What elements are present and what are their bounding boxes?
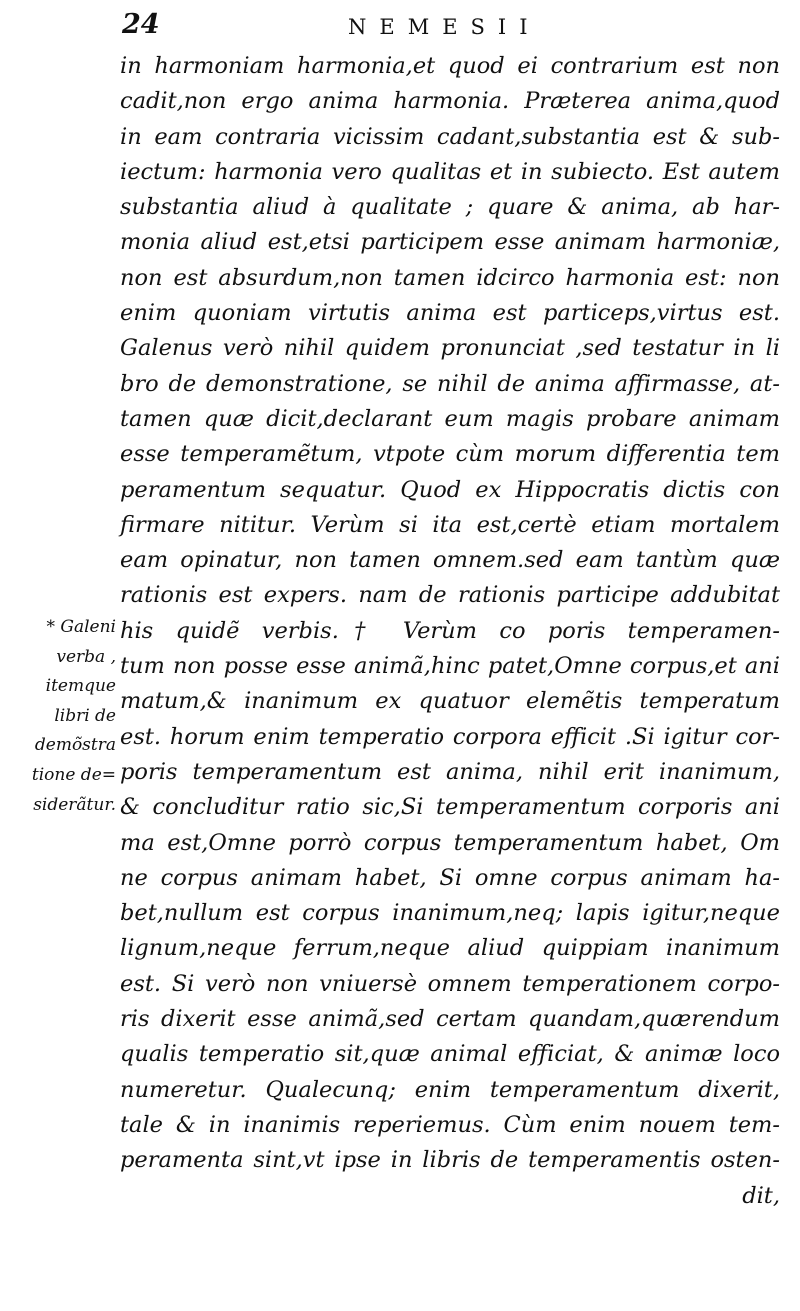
text-line: enim quoniam virtutis anima est particeps,virtus est. <box>120 300 780 327</box>
text-line: rationis est expers. nam de rationis participe addubitat <box>120 582 780 609</box>
body-text <box>120 49 780 1214</box>
running-head: NEMESII <box>348 15 541 39</box>
text-line: monia aliud est,etsi participem esse animam harmoniæ, <box>120 229 780 256</box>
text-line: non est absurdum,non tamen idcirco harmonia est: non <box>120 264 780 291</box>
text-line: esse temperamẽtum, vtpote cùm morum differentia tem <box>120 441 780 468</box>
marginal-note-line: tione de= <box>31 764 116 785</box>
text-line: peramentum sequatur. Quod ex Hippocratis dictis con <box>120 476 780 503</box>
text-line: tale & in inanimis reperiemus. Cùm enim nouem tem- <box>120 1111 780 1138</box>
text-line: est. horum enim temperatio corpora efficit .Si igitur cor- <box>120 723 780 750</box>
text-line: in harmoniam harmonia,et quod ei contrarium est non <box>120 53 780 79</box>
text-line: bro de demonstratione, se nihil de anima affirmasse, at- <box>120 370 780 397</box>
text-line: cadit,non ergo anima harmonia. Præterea anima,quod <box>120 88 780 115</box>
text-line: bet,nullum est corpus inanimum,neq; lapis igitur,neque <box>120 900 780 927</box>
text-line: tum non posse esse animã,hinc patet,Omne corpus,et ani <box>120 653 780 680</box>
text-line: & concluditur ratio sic,Si temperamentum corporis ani <box>120 794 780 821</box>
text-line: est. Si verò non vniuersè omnem temperationem corpo- <box>120 970 780 997</box>
text-line: ma est,Omne porrò corpus temperamentum habet, Om <box>120 829 780 856</box>
text-line: in eam contraria vicissim cadant,substantia est & sub- <box>120 123 780 150</box>
text-line: peramenta sint,vt ipse in libris de temperamentis osten- <box>120 1147 780 1174</box>
text-line: matum,& inanimum ex quatuor elemẽtis temperatum <box>120 688 780 715</box>
text-line: firmare nititur. Verùm si ita est,certè etiam mortalem <box>120 511 780 538</box>
text-line: poris temperamentum est anima, nihil erit inanimum, <box>120 758 780 785</box>
marginal-note-line: siderãtur. <box>33 794 116 815</box>
catchword: dit, <box>742 1182 780 1209</box>
marginal-note-line: libri de <box>54 705 116 726</box>
text-line: ne corpus animam habet, Si omne corpus animam ha- <box>120 864 780 891</box>
text-line: numeretur. Qualecunq; enim temperamentum dixerit, <box>120 1076 780 1103</box>
text-line: lignum,neque ferrum,neque aliud quippiam inanimum <box>120 935 780 962</box>
marginal-note-line: verba , <box>56 646 116 667</box>
text-line: his quidẽ verbis.† Verùm co poris temperamen- <box>120 617 780 644</box>
text-line: tamen quæ dicit,declarant eum magis probare animam <box>120 405 780 432</box>
text-line: Galenus verò nihil quidem pronunciat ,sed testatur in li <box>120 335 780 362</box>
marginal-note-line: itemque <box>45 676 116 697</box>
text-line: eam opinatur, non tamen omnem.sed eam tantùm quæ <box>120 547 780 574</box>
text-line: ris dixerit esse animã,sed certam quandam,quærendum <box>120 1006 780 1033</box>
text-line: substantia aliud à qualitate ; quare & anima, ab har- <box>120 194 780 221</box>
text-line: qualis temperatio sit,quæ animal efficiat, & animæ loco <box>120 1041 780 1068</box>
marginal-note <box>6 613 118 820</box>
text-line: iectum: harmonia vero qualitas et in subiecto. Est autem <box>120 158 780 185</box>
marginal-note-line: * Galeni <box>46 617 116 637</box>
marginal-note-line: demõstra <box>34 735 116 756</box>
page-number: 24 <box>122 9 160 40</box>
